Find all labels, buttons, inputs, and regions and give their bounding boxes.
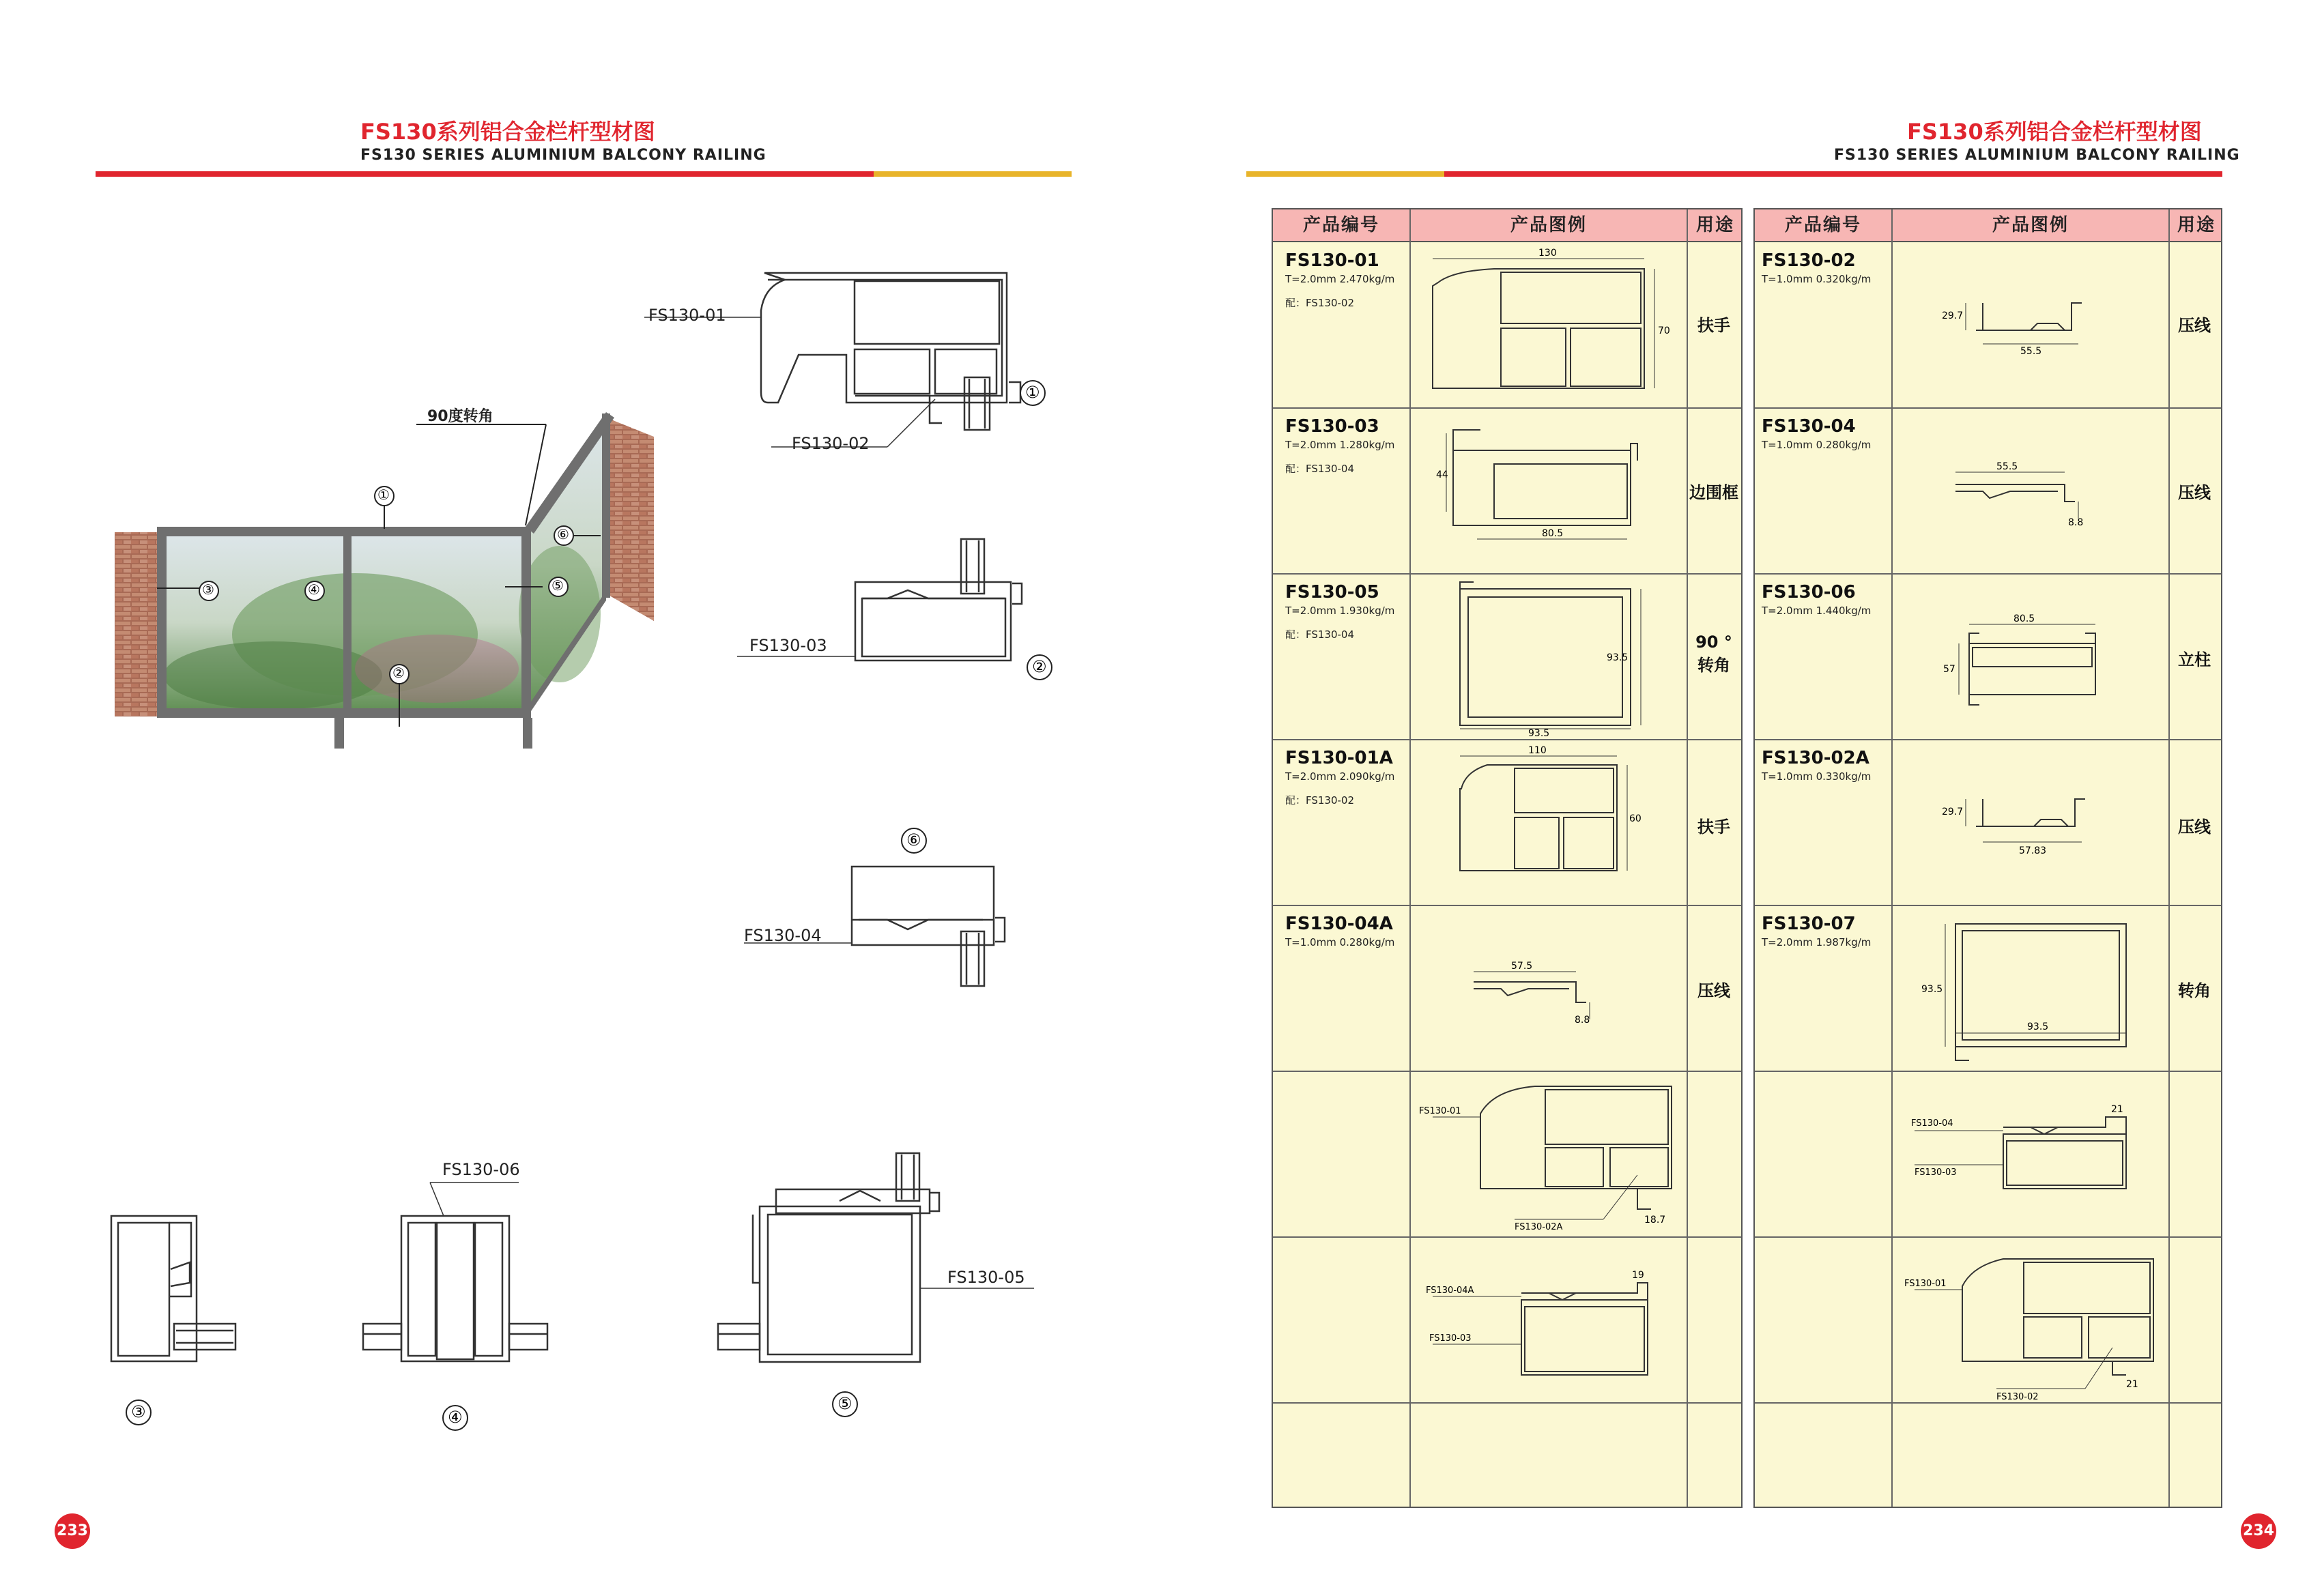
row-spec: T=2.0mm 1.280kg/m [1285, 439, 1395, 451]
svg-text:44: 44 [1436, 469, 1448, 480]
row-spec: T=1.0mm 0.330kg/m [1762, 770, 1872, 783]
header-code: 产品编号 [1302, 215, 1379, 235]
row-use: 压线 [2178, 316, 2211, 335]
header-code: 产品编号 [1784, 215, 1861, 235]
assembly-label: FS130-04A [1426, 1286, 1474, 1296]
row-use: 扶手 [1697, 316, 1730, 335]
row-use: 立柱 [2178, 650, 2211, 669]
svg-text:57.83: 57.83 [2019, 845, 2047, 856]
row-code: FS130-05 [1285, 582, 1379, 603]
header-use: 用途 [1695, 215, 1734, 235]
header-drawing: 产品图例 [1510, 215, 1587, 235]
drawing-fs130-07 [1894, 907, 2167, 1069]
svg-text:57.5: 57.5 [1511, 961, 1533, 972]
label-fs130-05: FS130-05 [947, 1268, 1025, 1287]
svg-text:110: 110 [1528, 745, 1547, 756]
svg-text:60: 60 [1629, 813, 1642, 824]
assembly-dim: 18.7 [1644, 1215, 1666, 1225]
callout-section-4: ④ [448, 1408, 463, 1427]
svg-text:29.7: 29.7 [1942, 807, 1964, 817]
row-spec: T=2.0mm 1.440kg/m [1762, 605, 1872, 617]
table-header [1273, 209, 1741, 242]
label-fs130-04: FS130-04 [744, 926, 822, 945]
svg-text:8.8: 8.8 [2068, 517, 2084, 528]
callout-section-5: ⑤ [837, 1394, 852, 1413]
row-code: FS130-06 [1762, 582, 1856, 603]
row-use: 压线 [2178, 483, 2211, 502]
assembly-label: FS130-03 [1915, 1167, 1957, 1178]
row-pair: 配：FS130-04 [1285, 628, 1355, 641]
row-use: 转角 [2178, 981, 2211, 1000]
assembly-fs130-01-02a [1412, 1073, 1685, 1235]
callout-4: ④ [308, 581, 320, 598]
assembly-dim: 21 [2111, 1104, 2123, 1115]
row-spec: T=2.0mm 1.930kg/m [1285, 605, 1395, 617]
assembly-label: FS130-02A [1515, 1222, 1563, 1232]
table-header [1755, 209, 2221, 242]
svg-text:57: 57 [1943, 664, 1955, 675]
row-spec: T=1.0mm 0.280kg/m [1285, 936, 1395, 948]
row-spec: T=1.0mm 0.320kg/m [1762, 273, 1872, 285]
row-code: FS130-03 [1285, 416, 1379, 437]
row-use: 压线 [2178, 817, 2211, 837]
callout-1: ① [377, 487, 390, 503]
corner-label: 90度转角 [427, 408, 493, 425]
row-pair: 配：FS130-02 [1285, 794, 1355, 807]
label-fs130-03: FS130-03 [749, 636, 827, 655]
assembly-label: FS130-01 [1419, 1106, 1461, 1116]
assembly-fs130-04-03 [1894, 1073, 2167, 1235]
row-code: FS130-02 [1762, 250, 1856, 271]
row-use: 扶手 [1697, 817, 1730, 837]
svg-text:70: 70 [1658, 325, 1670, 336]
row-code: FS130-04A [1285, 914, 1393, 934]
svg-text:93.5: 93.5 [1607, 652, 1629, 663]
right-page [1161, 0, 2322, 1596]
callout-section-2: ② [1032, 657, 1047, 676]
row-code: FS130-01 [1285, 250, 1379, 271]
header-use: 用途 [2177, 215, 2216, 235]
svg-text:93.5: 93.5 [1528, 728, 1550, 738]
row-use: 90 ° 转角 [1695, 633, 1732, 675]
page-number-right: 234 [2241, 1513, 2276, 1549]
title-rule-red [1444, 171, 2222, 177]
page-title-cn: FS130系列铝合金栏杆型材图 [360, 119, 655, 145]
row-spec: T=2.0mm 1.987kg/m [1762, 936, 1872, 948]
svg-text:80.5: 80.5 [2013, 613, 2035, 624]
assembly-label: FS130-03 [1429, 1333, 1472, 1344]
brick-wall-left [115, 532, 162, 716]
assembly-dim: 19 [1632, 1270, 1644, 1281]
page-title-cn: FS130系列铝合金栏杆型材图 [1907, 119, 2202, 145]
svg-text:29.7: 29.7 [1942, 310, 1964, 321]
assembly-label: FS130-01 [1904, 1279, 1947, 1289]
drawing-fs130-02 [1894, 245, 2167, 407]
profile-table-left [1272, 208, 1743, 1508]
header-drawing: 产品图例 [1992, 215, 2069, 235]
callout-5: ⑤ [551, 577, 564, 594]
assembly-fs130-01-02 [1894, 1238, 2167, 1401]
drawing-fs130-01 [1412, 245, 1685, 407]
row-code: FS130-04 [1762, 416, 1856, 437]
assembly-label: FS130-02 [1996, 1392, 2039, 1401]
drawing-fs130-02a [1894, 741, 2167, 903]
assembly-dim: 21 [2126, 1379, 2138, 1390]
svg-text:55.5: 55.5 [1996, 461, 2018, 472]
page-number-left: 233 [55, 1513, 90, 1549]
drawing-fs130-03 [1412, 409, 1685, 572]
row-spec: T=1.0mm 0.280kg/m [1762, 439, 1872, 451]
row-use: 边围框 [1689, 483, 1738, 502]
row-use: 压线 [1697, 981, 1730, 1000]
row-code: FS130-02A [1762, 748, 1869, 768]
row-code: FS130-07 [1762, 914, 1856, 934]
svg-text:80.5: 80.5 [1542, 528, 1564, 539]
page-title-en: FS130 SERIES ALUMINIUM BALCONY RAILING [360, 147, 766, 164]
row-pair: 配：FS130-02 [1285, 297, 1355, 309]
profile-table-right [1753, 208, 2222, 1508]
drawing-fs130-06 [1894, 575, 2167, 738]
callout-2: ② [392, 665, 405, 681]
page-title-en: FS130 SERIES ALUMINIUM BALCONY RAILING [1834, 147, 2240, 164]
svg-text:130: 130 [1538, 248, 1557, 259]
callout-3: ③ [202, 581, 214, 598]
drawing-fs130-01a [1412, 741, 1685, 903]
callout-section-6: ⑥ [906, 830, 921, 850]
drawing-fs130-05 [1412, 575, 1685, 738]
callout-section-1: ① [1025, 383, 1040, 402]
assembly-fs130-04a-03 [1412, 1238, 1685, 1401]
callout-section-3: ③ [131, 1402, 146, 1421]
label-fs130-02: FS130-02 [792, 434, 870, 453]
row-spec: T=2.0mm 2.470kg/m [1285, 273, 1395, 285]
svg-text:8.8: 8.8 [1575, 1015, 1590, 1026]
brick-wall-right [606, 418, 654, 621]
drawing-fs130-04 [1894, 409, 2167, 572]
row-pair: 配：FS130-04 [1285, 463, 1355, 475]
svg-text:93.5: 93.5 [2027, 1021, 2049, 1032]
svg-text:55.5: 55.5 [2020, 346, 2042, 357]
assembly-label: FS130-04 [1911, 1118, 1953, 1129]
svg-text:93.5: 93.5 [1921, 984, 1943, 995]
row-code: FS130-01A [1285, 748, 1393, 768]
title-rule-yellow [1246, 171, 1444, 177]
row-spec: T=2.0mm 2.090kg/m [1285, 770, 1395, 783]
drawing-fs130-04a [1412, 907, 1685, 1069]
label-fs130-01: FS130-01 [648, 306, 726, 325]
callout-6: ⑥ [557, 526, 569, 542]
label-fs130-06: FS130-06 [442, 1160, 520, 1179]
